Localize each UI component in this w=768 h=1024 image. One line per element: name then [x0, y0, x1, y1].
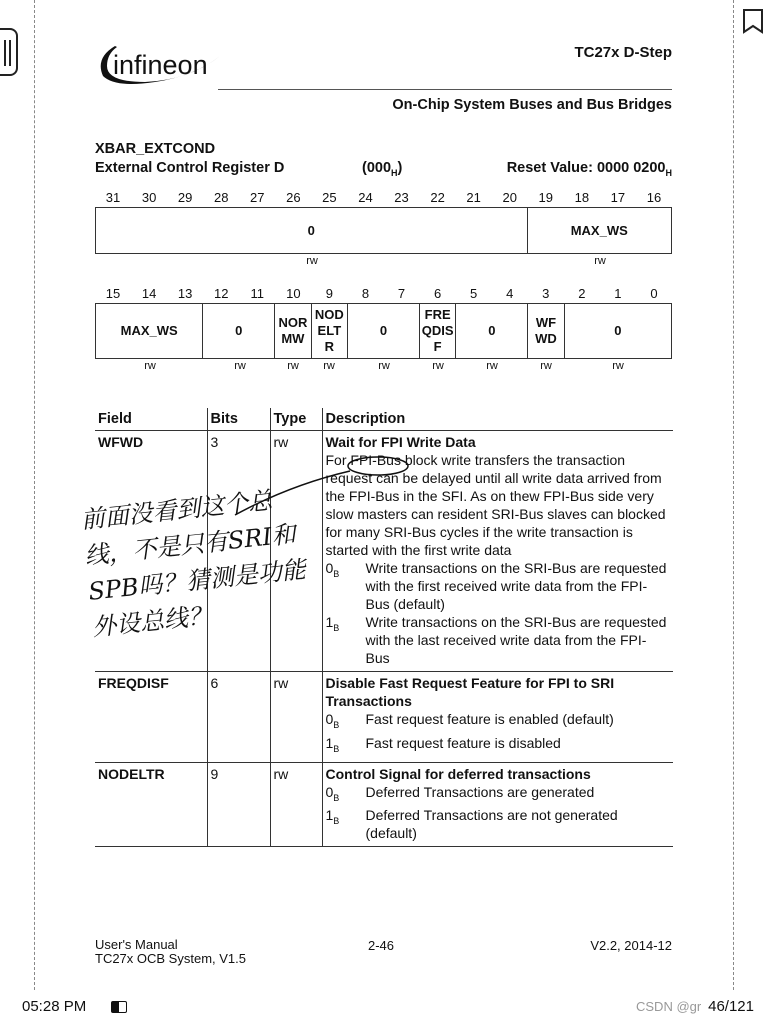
bit-number: 30	[141, 190, 157, 205]
table-row	[95, 672, 673, 763]
value-option	[326, 613, 671, 667]
footer-version: V2.2, 2014-12	[590, 938, 672, 953]
bit-number: 4	[506, 286, 514, 301]
description-text: For FPI-Bus block write transfers the transaction request can be delayed until all write data arrived from the FPI-Bus in the SFI. As on thew FPI-Bus side very slow masters can resident SRI-Bus slaves can blocked for many SRI-Bus cycles if the write transaction is started with the first write data	[325, 452, 666, 558]
option-text: Deferred Transactions are not generated (default)	[365, 807, 618, 842]
svg-text:infineon: infineon	[113, 50, 208, 80]
field-name: FREQDISF	[95, 672, 207, 763]
option-text: Write transactions on the SRI-Bus are requested with the last received write data from the FPI-Bus	[365, 614, 667, 666]
reset-value: Reset Value: 0000 $0200_H$	[506, 160, 672, 178]
option-text: Fast request feature is disabled	[365, 734, 561, 751]
bit-number: 9	[325, 286, 334, 301]
product-name: TC27x D-Step	[574, 44, 672, 61]
bit-number: 5	[470, 286, 478, 301]
register-title: External Control Register D	[95, 160, 285, 176]
bit-number: 12	[213, 286, 229, 301]
register-row-low	[95, 303, 672, 359]
handwritten-annotation: 前面没看到这个总线，不是只有SRI和SPB吗？猜测是功能外设总线？	[79, 486, 308, 642]
table-row	[95, 762, 673, 847]
bit-number: 3	[542, 286, 550, 301]
reserved-field: 0	[456, 304, 528, 358]
access-label: rw	[323, 360, 335, 372]
bit-number: 23	[394, 190, 409, 205]
access-label: rw	[612, 360, 624, 372]
page-margin-left	[34, 0, 35, 990]
field-type: rw	[270, 672, 322, 763]
field-name: WFWD	[95, 431, 207, 672]
bit-number: 15	[105, 286, 121, 301]
bit-number: 18	[574, 190, 590, 205]
field-freqdisf: FRE QDIS F	[420, 304, 456, 358]
footer-left: User's Manual TC27x OCB System, V1.5	[95, 937, 246, 966]
bit-number: 6	[433, 286, 442, 301]
field-description	[322, 762, 673, 847]
bit-number: 0	[650, 286, 658, 301]
access-label: rw	[594, 255, 606, 267]
infineon-logo	[95, 38, 220, 88]
page-margin-right	[733, 0, 734, 990]
description-title: Disable Fast Request Feature for FPI to SRI Transactions	[325, 675, 615, 709]
menu-handle-button[interactable]	[0, 28, 18, 76]
reserved-field: 0	[614, 323, 622, 338]
value-option	[326, 806, 671, 842]
col-field: Field	[95, 408, 207, 431]
field-type: rw	[270, 762, 322, 847]
option-text: Write transactions on the SRI-Bus are requested with the first received write data from the FPI-Bus (default)	[365, 560, 667, 612]
access-label: rw	[486, 360, 498, 372]
bit-numbers-high	[95, 190, 672, 205]
field-wfwd: WF WD	[528, 304, 564, 358]
battery-icon	[111, 1001, 127, 1013]
bit-number: 21	[466, 190, 481, 205]
access-label: rw	[432, 360, 444, 372]
bit-number: 17	[610, 190, 626, 205]
field-bits: 9	[207, 762, 270, 847]
register-row-high	[95, 207, 672, 254]
access-label: rw	[287, 360, 299, 372]
bit-number: 31	[105, 190, 121, 205]
option-value: $1_B$	[325, 734, 340, 754]
page-counter: 46/121	[708, 998, 754, 1015]
register-name: XBAR_EXTCOND	[95, 141, 216, 157]
bit-number: 14	[141, 286, 157, 301]
option-text: Fast request feature is enabled (default)	[365, 711, 614, 727]
field-nodeltr: NOD ELT R	[312, 304, 348, 358]
bookmark-icon[interactable]	[742, 8, 764, 34]
watermark: CSDN @gr	[636, 999, 702, 1014]
option-value: $0_B$	[325, 560, 340, 579]
bit-number: 10	[286, 286, 301, 301]
field-name: NODELTR	[95, 762, 207, 847]
col-type: Type	[270, 408, 322, 431]
bit-number: 2	[578, 286, 586, 301]
bit-number: 22	[430, 190, 445, 205]
description-title: Wait for FPI Write Data	[325, 434, 476, 450]
option-value: $0_B$	[325, 711, 340, 730]
bit-numbers-low	[95, 286, 672, 301]
annotation-arrow	[230, 455, 420, 525]
bit-number: 20	[502, 190, 517, 205]
bit-number: 13	[177, 286, 193, 301]
footer-page: 2-46	[368, 938, 395, 953]
field-normw: NOR MW	[275, 304, 311, 358]
access-label: rw	[144, 360, 156, 372]
option-value: $1_B$	[325, 614, 340, 633]
reserved-field: 0	[348, 304, 420, 358]
value-option	[326, 783, 671, 807]
bit-number: 8	[361, 286, 370, 301]
access-label: rw	[540, 360, 552, 372]
bit-number: 26	[286, 190, 301, 205]
section-title: On-Chip System Buses and Bus Bridges	[392, 97, 672, 113]
bit-number: 1	[614, 286, 622, 301]
bit-number: 19	[538, 190, 554, 205]
bit-number: 16	[646, 190, 662, 205]
bit-number: 24	[358, 190, 373, 205]
value-option	[326, 734, 671, 758]
reserved-field: 0	[203, 304, 275, 358]
header-rule	[218, 89, 672, 90]
value-option	[326, 559, 671, 613]
option-value: $1_B$	[325, 807, 340, 827]
clock: 05:28 PM	[22, 998, 87, 1015]
col-description: Description	[322, 408, 673, 431]
bit-number: 28	[213, 190, 229, 205]
field-max-ws: MAX_WS	[96, 304, 203, 358]
bit-number: 29	[177, 190, 193, 205]
bit-number: 11	[250, 286, 265, 301]
value-option	[326, 710, 671, 734]
reserved-field: 0	[96, 208, 528, 253]
description-title: Control Signal for deferred transactions	[325, 765, 591, 782]
field-type: rw	[270, 431, 322, 672]
col-bits: Bits	[207, 408, 270, 431]
register-offset: $(000_H)$	[362, 160, 403, 178]
bit-number: 25	[322, 190, 337, 205]
field-bits: 3	[207, 431, 270, 672]
access-label: rw	[378, 360, 390, 372]
option-value: $0_B$	[325, 783, 340, 803]
field-max-ws: MAX_WS	[570, 222, 628, 238]
bit-number: 27	[250, 190, 265, 205]
field-description	[322, 672, 673, 763]
access-label: rw	[234, 360, 246, 372]
access-label: rw	[306, 255, 318, 267]
option-text: Deferred Transactions are generated	[365, 783, 595, 800]
field-bits: 6	[207, 672, 270, 763]
bit-number: 7	[397, 286, 406, 301]
